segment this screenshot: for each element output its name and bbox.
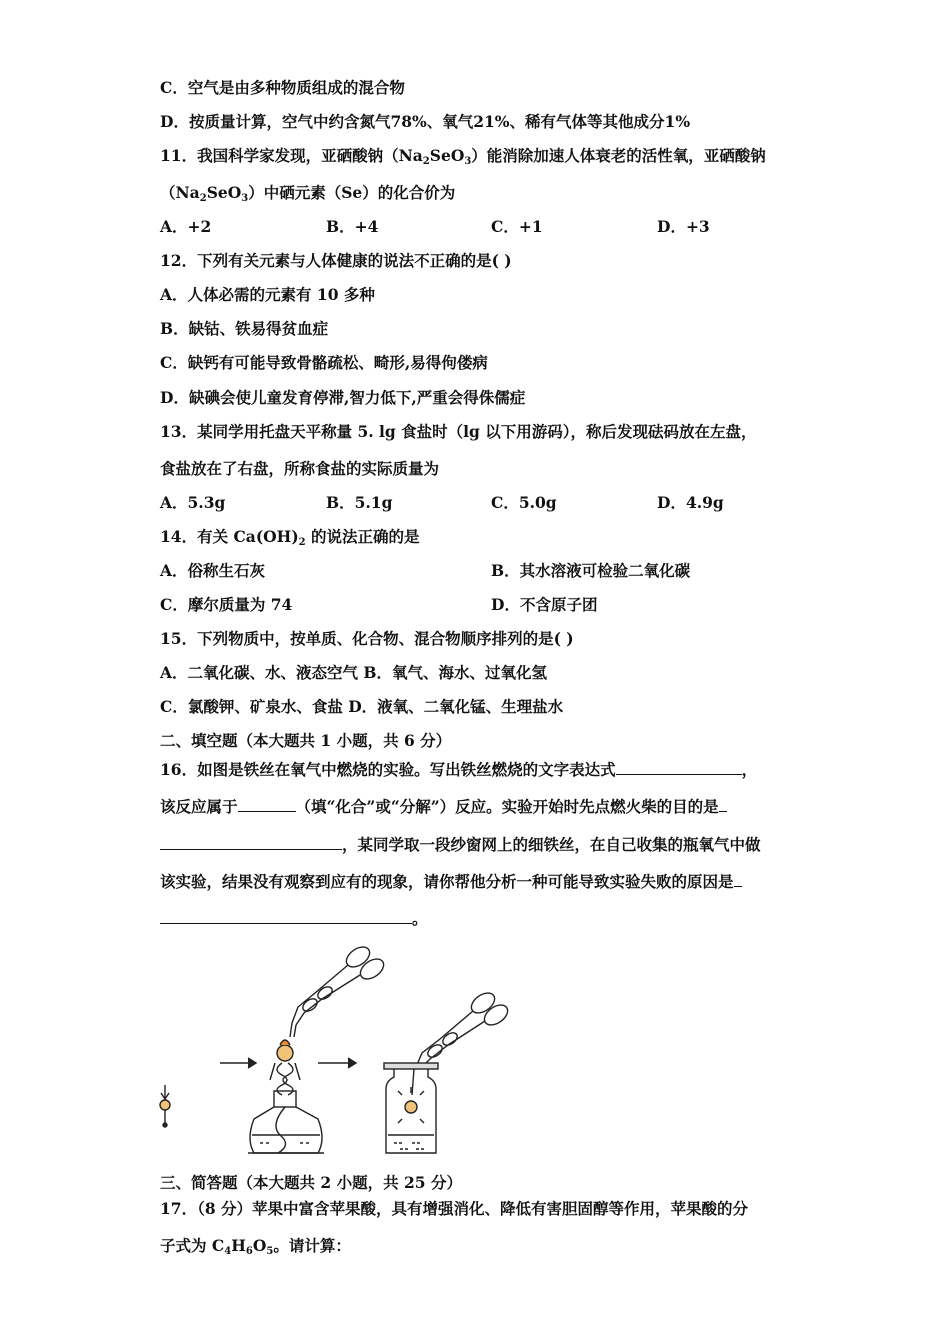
q12-option-a: A．人体必需的元素有 10 多种	[160, 285, 375, 304]
q16-line3: ，某同学取一段纱窗网上的细铁丝，在自己收集的瓶氧气中做	[160, 833, 761, 855]
arrow-icon	[318, 1058, 356, 1068]
q11-option-c: C．+1	[491, 217, 543, 236]
q11-stem-line1: 11．我国科学家发现，亚硒酸钠$(Na_2SeO_3)$能消除加速人体衰老的活性氧，亚硒酸钠	[160, 146, 766, 167]
alcohol-lamp-icon	[248, 1091, 324, 1153]
q13-option-a: A．5.3g	[160, 493, 226, 512]
q15-options-cd: C．氯酸钾、矿泉水、食盐 D．液氧、二氧化锰、生理盐水	[160, 697, 564, 716]
q14-stem: 14．有关 $Ca(OH)_2$ 的说法正确的是	[160, 527, 420, 548]
q16-blank-purpose[interactable]	[160, 833, 342, 850]
q13-option-b: B．5.1g	[326, 493, 393, 512]
q11-stem-line2: $(Na_2SeO_3)$中硒元素（Se）的化合价为	[160, 183, 456, 204]
q14-option-a: A．俗称生石灰	[160, 561, 266, 580]
q16-line1: 16．如图是铁丝在氧气中燃烧的实验。写出铁丝燃烧的文字表达式 ，	[160, 760, 758, 779]
q11-option-d: D．+3	[657, 217, 710, 236]
q10-option-d: D．按质量计算，空气中约含氮气78%、氧气21%、稀有气体等其他成分1%	[160, 112, 691, 131]
gas-bottle-icon	[384, 1063, 438, 1153]
iron-wire-spiral-icon	[270, 1040, 300, 1095]
q13-stem-line1: 13．某同学用托盘天平称量 5. lg 食盐时（lg 以下用游码），称后发现砝码放在左盘，	[160, 422, 757, 441]
q16-blank-reason[interactable]	[160, 907, 412, 924]
q16-blank-equation[interactable]	[616, 758, 742, 775]
q11-option-b: B．+4	[326, 217, 379, 236]
match-icon	[160, 1085, 170, 1127]
q17-line2: 子式为 $C_4H_6O_5$。请计算：	[160, 1236, 351, 1257]
q12-option-b: B．缺钴、铁易得贫血症	[160, 319, 329, 338]
q17-line1: 17．（8 分）苹果中富含苹果酸，具有增强消化、降低有害胆固醇等作用，苹果酸的分	[160, 1199, 749, 1218]
q16-line4: 该实验，结果没有观察到应有的现象，请你帮他分析一种可能导致实验失败的原因是	[160, 870, 742, 892]
q14-option-d: D．不含原子团	[491, 595, 598, 614]
q16-line5: 。	[160, 907, 428, 929]
tongs-icon	[290, 943, 387, 1037]
q15-options-ab: A．二氧化碳、水、液态空气 B．氧气、海水、过氧化氢	[160, 663, 548, 682]
q14-option-c: C．摩尔质量为 74	[160, 595, 293, 614]
q15-stem: 15．下列物质中，按单质、化合物、混合物顺序排列的是( )	[160, 629, 574, 648]
q10-option-c: C．空气是由多种物质组成的混合物	[160, 78, 405, 97]
iron-wire-combustion-figure	[150, 935, 540, 1165]
q16-blank-purpose-start[interactable]	[719, 795, 727, 812]
arrow-icon	[220, 1058, 256, 1068]
q11-option-a: A．+2	[160, 217, 212, 236]
q12-stem: 12．下列有关元素与人体健康的说法不正确的是( )	[160, 251, 512, 270]
tongs-icon	[416, 989, 511, 1069]
section-3-heading: 三、简答题（本大题共 2 小题，共 25 分）	[160, 1173, 462, 1192]
q16-blank-reaction-type[interactable]	[238, 795, 296, 812]
q14-option-b: B．其水溶液可检验二氧化碳	[491, 561, 691, 580]
q13-stem-line2: 食盐放在了右盘，所称食盐的实际质量为	[160, 459, 440, 478]
q12-option-c: C．缺钙有可能导致骨骼疏松、畸形,易得佝偻病	[160, 353, 488, 372]
section-2-heading: 二、填空题（本大题共 1 小题，共 6 分）	[160, 731, 452, 750]
q13-option-d: D．4.9g	[657, 493, 724, 512]
q16-blank-reason-start[interactable]	[734, 870, 742, 887]
q16-line2: 该反应属于 （填“化合”或“分解”）反应。实验开始时先点燃火柴的目的是	[160, 795, 727, 817]
q12-option-d: D．缺碘会使儿童发育停滞,智力低下,严重会得侏儒症	[160, 388, 526, 407]
q13-option-c: C．5.0g	[491, 493, 557, 512]
